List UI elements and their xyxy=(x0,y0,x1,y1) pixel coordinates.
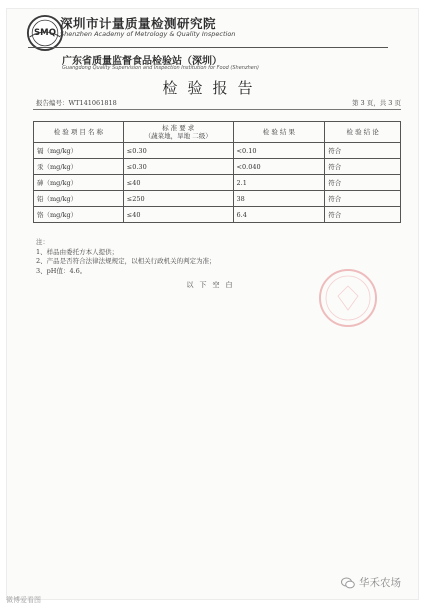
header-divider xyxy=(28,47,388,48)
cell-item: 铬（mg/kg） xyxy=(34,207,124,223)
cell-standard: ≤250 xyxy=(123,191,233,207)
report-title: 检验报告 xyxy=(162,79,263,97)
notes-label: 注： xyxy=(36,238,49,246)
header-item: 检 验 项 目 名 称 xyxy=(34,122,124,143)
cell-item: 汞（mg/kg） xyxy=(34,159,124,175)
watermark-right-text: 华禾农场 xyxy=(359,577,401,589)
cell-standard: ≤0.30 xyxy=(123,159,233,175)
cell-item: 镉（mg/kg） xyxy=(34,143,124,159)
table-row xyxy=(34,143,401,159)
inspection-stamp-icon xyxy=(316,266,380,330)
sub-org-cn: 广东省质量监督食品检验站（深圳） xyxy=(62,56,222,67)
cell-conclusion: 符合 xyxy=(325,159,401,175)
blank-below-mark: 以下空白 xyxy=(186,281,239,289)
header-standard-line2: （蔬菜地，旱地 二级） xyxy=(144,132,212,140)
note-item: 3、pH值：4.6。 xyxy=(36,266,87,275)
cell-result: 38 xyxy=(233,191,325,207)
sub-org-en: Guangdong Quality Supervision and Inspection Institution for Food (Shenzhen) xyxy=(62,65,259,71)
results-table xyxy=(33,121,401,223)
report-number: 报告编号：WT141061818 xyxy=(36,99,117,107)
table-row xyxy=(34,207,401,223)
cell-result: 6.4 xyxy=(233,207,325,223)
header-standard-line1: 标 准 要 求 xyxy=(162,124,195,132)
notes-block xyxy=(36,238,216,276)
wechat-icon xyxy=(341,577,355,589)
note-item: 1、样品由委托方本人提供； xyxy=(36,247,119,256)
org-name-cn: 深圳市计量质量检测研究院 xyxy=(60,16,217,31)
header-result: 检 验 结 果 xyxy=(233,122,325,143)
cell-conclusion: 符合 xyxy=(325,175,401,191)
page-indicator: 第 3 页，共 3 页 xyxy=(351,99,401,107)
table-row xyxy=(34,159,401,175)
cell-result: <0.040 xyxy=(233,159,325,175)
watermark-left: 微博爱看图 xyxy=(6,596,41,604)
cell-conclusion: 符合 xyxy=(325,191,401,207)
note-item: 2、产品是否符合法律法规规定，以相关行政机关的判定为准； xyxy=(36,257,216,265)
logo-text: SMQ xyxy=(34,27,56,38)
cell-conclusion: 符合 xyxy=(325,143,401,159)
cell-result: <0.10 xyxy=(233,143,325,159)
cell-item: 铅（mg/kg） xyxy=(34,191,124,207)
header-conclusion: 检 验 结 论 xyxy=(325,122,401,143)
table-header-row xyxy=(34,122,401,143)
org-name-en: Shenzhen Academy of Metrology & Quality Inspection xyxy=(60,30,236,38)
table-row xyxy=(34,191,401,207)
cell-result: 2.1 xyxy=(233,175,325,191)
table-row xyxy=(34,175,401,191)
header-standard xyxy=(123,122,233,143)
meta-divider xyxy=(33,109,401,110)
cell-standard: ≤0.30 xyxy=(123,143,233,159)
watermark-right xyxy=(341,575,401,590)
cell-item: 砷（mg/kg） xyxy=(34,175,124,191)
cell-standard: ≤40 xyxy=(123,175,233,191)
cell-standard: ≤40 xyxy=(123,207,233,223)
cell-conclusion: 符合 xyxy=(325,207,401,223)
